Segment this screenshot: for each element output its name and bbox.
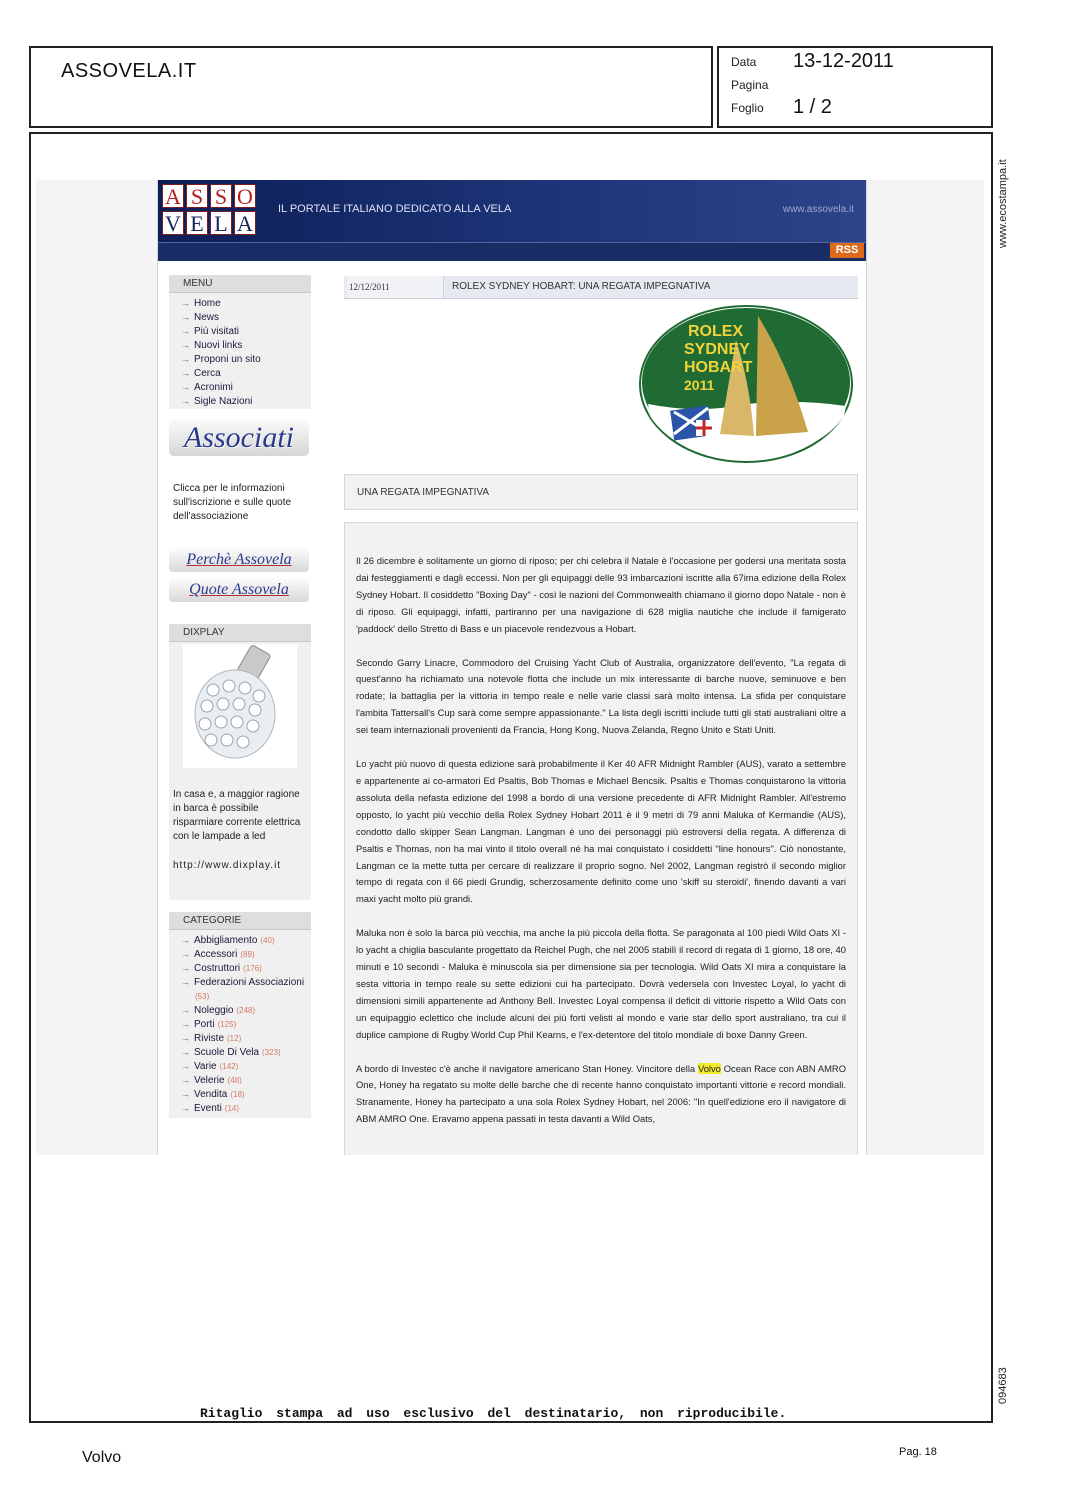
menu-box <box>169 275 311 409</box>
category-item[interactable]: → Costruttori (176) <box>181 963 262 974</box>
flag-icon <box>670 406 712 441</box>
logo-letter: L <box>210 211 232 235</box>
arrow-icon: → <box>181 382 190 392</box>
article-date: 12/12/2011 <box>347 276 444 298</box>
clipping-meta-box <box>717 46 993 128</box>
article-body <box>344 522 858 1155</box>
category-item[interactable]: → Eventi (14) <box>181 1103 240 1114</box>
logo-letter: V <box>162 211 184 235</box>
emblem-line: 2011 <box>684 377 715 393</box>
article-subtitle: UNA REGATA IMPEGNATIVA <box>344 474 858 510</box>
rss-button[interactable]: RSS <box>830 243 864 258</box>
arrow-icon: → <box>181 1103 190 1113</box>
article-paragraph: Maluka non è solo la barca più vecchia, ma anche la più piccola della flotta. Se paragonata al 100 piedi Wild Oats XI - lo yacht a chiglia basculante progettato da Reichel Pugh, che nel 2005 stabilì il record di regata di 1 giorno, 18 ore, 40 minuti e 10 secondi - Maluka è minuscola sia per dimensione sia per tecnologia. Wild Oats XI mira a conquistare la sesta vittoria in tempo reale su sette edizioni cui ha partecipato. Dovrà vedersela con Investec Loyal, lo yacht di dimensioni simili appartenente ad Anthony Bell. Investec Loyal compensa il deficit di vittorie rispetto a Wild Oats con un equipaggio eclettico che include alcuni dei più forti velisti al mondo e varie star dello sport australiano, tra cui il duplice campione di Rugby World Cup Phil Kearns, e l'ex-detentore del titolo mondiale di boxe Danny Green. <box>356 927 846 1040</box>
emblem-line: HOBART <box>684 359 753 376</box>
arrow-icon: → <box>181 298 190 308</box>
dixplay-box <box>169 624 311 900</box>
clipping-code: 094683 <box>997 1367 1009 1404</box>
arrow-icon: → <box>181 1019 190 1029</box>
associati-button[interactable]: Associati <box>169 420 309 456</box>
emblem-line: ROLEX <box>688 323 744 340</box>
site-tagline: IL PORTALE ITALIANO DEDICATO ALLA VELA <box>278 203 512 215</box>
category-item[interactable]: → Accessori (89) <box>181 949 255 960</box>
date-label: Data <box>731 55 757 69</box>
menu-item-national-codes[interactable]: → Sigle Nazioni <box>181 396 253 407</box>
led-bulb-icon <box>183 644 297 768</box>
arrow-icon: → <box>181 1061 190 1071</box>
menu-item-propose-site[interactable]: → Proponi un sito <box>181 354 261 365</box>
page-label: Pagina <box>731 78 769 92</box>
article-paragraph: A bordo di Investec c'è anche il navigatore americano Stan Honey. Vincitore della Volvo Ocean Race con ABN AMRO One, Honey ha regatato su molte delle barche che di recente hanno conquistato importanti vittorie e record mondiali. Stranamente, Honey ha partecipato a una sola Rolex Sydney Hobart, nel 2006: "In quell'edizione ero il navigatore di ABM AMRO One. Eravamo appena passati in testa davanti a Wild Oats, <box>356 1062 846 1125</box>
led-bulb-image[interactable] <box>183 644 297 768</box>
arrow-icon: → <box>181 354 190 364</box>
arrow-icon: → <box>181 1089 190 1099</box>
arrow-icon: → <box>181 1075 190 1085</box>
clipping-source: ASSOVELA.IT <box>61 60 197 82</box>
sheet-label: Foglio <box>731 101 764 115</box>
arrow-icon: → <box>181 396 190 406</box>
category-item[interactable]: → Velerie (48) <box>181 1075 242 1086</box>
site-url[interactable]: www.assovela.it <box>782 204 854 215</box>
dixplay-title: DIXPLAY <box>169 624 311 642</box>
category-item[interactable]: → Abbigliamento (40) <box>181 935 275 946</box>
clipping-footer-note: Ritaglio stampa ad uso esclusivo del destinatario, non riproducibile. <box>200 1406 787 1421</box>
website-page <box>157 180 867 1155</box>
logo-letter: A <box>234 211 256 235</box>
arrow-icon: → <box>181 1005 190 1015</box>
rolex-sydney-hobart-emblem <box>638 304 854 464</box>
menu-list <box>169 293 311 408</box>
logo-letter: S <box>210 184 232 208</box>
site-subbar <box>158 242 866 261</box>
menu-item-news[interactable]: → News <box>181 312 220 323</box>
clipping-source-box <box>29 46 713 128</box>
site-banner <box>158 180 866 242</box>
article-paragraph: Il 26 dicembre è solitamente un giorno di riposo; per chi celebra il Natale è l'occasione per godersi una meritata sosta dai festeggiamenti e dagli eccessi. Non per gli equipaggi delle 93 imbarcazioni iscritte alla 67ima edizione della Rolex Sydney Hobart. Il cosiddetto "Boxing Day" - così le nazioni del Commonwealth chiamano il giorno dopo Natale - non è di riposo. Gli equipaggi, infatti, partiranno per una navigazione di 628 miglia nautiche che include il famigerato 'paddock' dello Stretto di Bass e un piacevole rendezvous a Hobart. <box>356 555 846 634</box>
categories-box <box>169 912 311 1118</box>
arrow-icon: → <box>181 935 190 945</box>
associati-text: Clicca per le informazioni sull'iscrizione e sulle quote dell'associazione <box>173 483 292 522</box>
menu-title: MENU <box>169 275 311 293</box>
arrow-icon: → <box>181 368 190 378</box>
volvo-highlight: Volvo <box>697 1062 721 1074</box>
category-item[interactable]: → Vendita (18) <box>181 1089 245 1100</box>
dixplay-text: In casa e, a maggior ragione in barca è possibile risparmiare corrente elettrica con le lampade a led <box>173 789 301 842</box>
ecostampa-label: www.ecostampa.it <box>997 159 1009 248</box>
category-item[interactable]: → Riviste (12) <box>181 1033 242 1044</box>
perche-assovela-button[interactable]: Perchè Assovela <box>169 548 309 572</box>
logo-letter: E <box>186 211 208 235</box>
page-number: Pag. 18 <box>899 1446 937 1458</box>
quote-assovela-button[interactable]: Quote Assovela <box>169 578 309 602</box>
category-item[interactable]: → Scuole Di Vela (323) <box>181 1047 281 1058</box>
categories-list <box>169 930 311 1115</box>
arrow-icon: → <box>181 312 190 322</box>
category-item[interactable]: → Federazioni Associazioni (53) <box>181 977 305 1001</box>
article-title[interactable]: ROLEX SYDNEY HOBART: UNA REGATA IMPEGNATIVA <box>452 281 711 292</box>
emblem-line: SYDNEY <box>684 341 750 358</box>
menu-item-most-visited[interactable]: → Più visitati <box>181 326 240 337</box>
arrow-icon: → <box>181 977 190 987</box>
logo-letter: S <box>186 184 208 208</box>
category-item[interactable]: → Noleggio (248) <box>181 1005 256 1016</box>
logo-letter: O <box>234 184 256 208</box>
menu-item-search[interactable]: → Cerca <box>181 368 221 379</box>
category-item[interactable]: → Porti (125) <box>181 1019 237 1030</box>
article-paragraph: Secondo Garry Linacre, Commodoro del Cruising Yacht Club of Australia, organizzatore dell'evento, "La regata di quest'anno ha richiamato una notevole flotta che include un mix interessante di barche nuove, seminuove e ben rodate; la battaglia per la vittoria in tempo reale e nelle varie classi sarà molto intensa. La sfida per conquistare l'ambita Tattersall's Cup sarà come sempre appassionante." La lista degli iscritti include tutti gli stati australiani oltre a sei team internazionali provenienti da Francia, Hong Kong, Nuova Zelanda, Regno Unito e Stati Uniti. <box>356 656 846 736</box>
sheet-value: 1 / 2 <box>793 96 832 118</box>
arrow-icon: → <box>181 963 190 973</box>
categories-title: CATEGORIE <box>169 912 311 930</box>
clipping-keyword: Volvo <box>82 1449 122 1466</box>
website-screenshot <box>36 180 984 1155</box>
category-item[interactable]: → Varie (142) <box>181 1061 239 1072</box>
article-title-bar <box>344 276 858 299</box>
menu-item-acronyms[interactable]: → Acronimi <box>181 382 233 393</box>
arrow-icon: → <box>181 949 190 959</box>
date-value: 13-12-2011 <box>793 50 894 72</box>
menu-item-home[interactable]: → Home <box>181 298 221 309</box>
arrow-icon: → <box>181 326 190 336</box>
arrow-icon: → <box>181 340 190 350</box>
article-paragraph: Lo yacht più nuovo di questa edizione sarà probabilmente il Ker 40 AFR Midnight Rambler (AUS), varato a settembre e appartenente ai co-armatori Ed Psaltis, Bob Thomas e Michael Bencsik. Psaltis e Thomas conquistarono la vittoria assoluta della nefasta edizione del 1998 a bordo di una versione precedente di AFR Midnight Rambler. All'estremo opposto, lo yacht più vecchio della Rolex Sydney Hobart 2011 è il 9 metri di 79 anni Maluka of Kermandie (AUS), condotto dallo skipper Sean Langman. Langman è uno dei personaggi più estroversi della regata. A differenza di Psaltis e Thomas, non ha mai vinto il titolo overall né ha mai conquistato i cosiddetti "line honours". Ciò nonostante, Langman ce la mette tutta per cercare di realizzare il proprio sogno. Nel 2002, Langman registrò il secondo miglior tempo di regata con il 66 piedi Grundig, scherzosamente definito come uno 'skiff su steroidi', finendo davanti a vari maxi yacht molto più grandi. <box>356 758 846 905</box>
arrow-icon: → <box>181 1047 190 1057</box>
dixplay-link[interactable]: http://www.dixplay.it <box>173 860 282 871</box>
arrow-icon: → <box>181 1033 190 1043</box>
menu-item-new-links[interactable]: → Nuovi links <box>181 340 243 351</box>
logo-letter: A <box>162 184 184 208</box>
